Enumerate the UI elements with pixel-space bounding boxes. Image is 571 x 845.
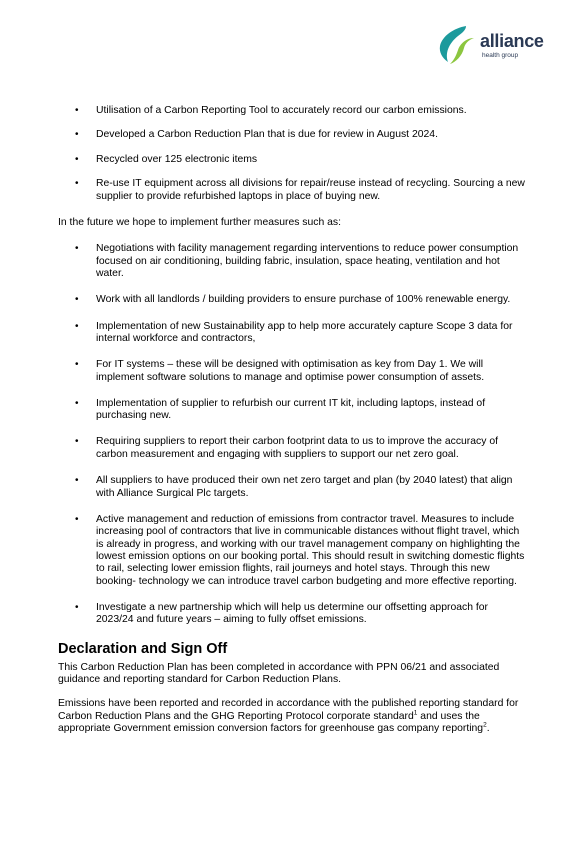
footnote-ref: 2 — [483, 721, 487, 729]
section-heading: Declaration and Sign Off — [58, 640, 228, 657]
list-item: • Implementation of supplier to refurbish our current IT kit, including laptops, instead of purchasing new. — [75, 397, 486, 422]
bullet-icon: • — [75, 320, 79, 332]
bullet-icon: • — [75, 243, 79, 255]
bullet-icon: • — [75, 294, 79, 306]
list-item: • Implementation of new Sustainability app to help more accurately capture Scope 3 data for internal workforce and contractors, — [75, 320, 513, 345]
list-item: • Utilisation of a Carbon Reporting Tool to accurately record our carbon emissions. — [75, 105, 467, 116]
current-measures-list — [58, 105, 528, 203]
declaration-paragraph: This Carbon Reduction Plan has been completed in accordance with PPN 06/21 and associated guidance and reporting standard for Carbon Reduction Plans. — [58, 661, 500, 685]
logo-swoosh-icon — [436, 24, 482, 68]
future-measures-list — [58, 243, 528, 626]
list-item: • Recycled over 125 electronic items — [75, 153, 258, 165]
bullet-icon: • — [75, 513, 79, 525]
bullet-icon: • — [75, 129, 79, 141]
future-intro: In the future we hope to implement further measures such as: — [58, 217, 342, 229]
bullet-icon: • — [75, 359, 79, 371]
document-body — [58, 105, 528, 736]
list-item: • For IT systems – these will be designed with optimisation as key from Day 1. We will implement software solutions to manage and optimise power consumption of assets. — [75, 359, 485, 383]
bullet-icon: • — [75, 436, 79, 448]
list-item: • Negotiations with facility management regarding interventions to reduce power consumption focused on air conditioning, building fabric, insulation, space heating, ventilation and hot water. — [75, 243, 519, 280]
list-item: • Active management and reduction of emissions from contractor travel. Measures to include increasing pool of contractors that live in communicable distances without flight travel, which is already in progress, and working with our travel management company on highlighting the lowest emission options on our booking portal. This should result in switching domestic flights to rail, selecting lower emission flights, rail journeys and hotel stays. Through this new booking- technology we can introduce travel carbon budgeting and more effective reporting. — [75, 513, 525, 587]
list-item: • Investigate a new partnership which will help us determine our offsetting approach for 2023/24 and future years – aiming to fully offset emissions. — [75, 601, 488, 626]
list-item: • Requiring suppliers to report their carbon footprint data to us to improve the accuracy of carbon measurement and engaging with suppliers to support our net zero goal. — [75, 436, 498, 460]
list-item: • Developed a Carbon Reduction Plan that is due for review in August 2024. — [75, 129, 438, 141]
bullet-icon: • — [75, 178, 79, 190]
bullet-icon: • — [75, 475, 79, 487]
emissions-paragraph: Emissions have been reported and recorded in accordance with the published reporting standard for Carbon Reduction Plans and the GHG Reporting Protocol corporate standard$^1$ and uses the appropriate Government emission conversion factors for greenhouse gas company reporting$^2$. — [58, 698, 519, 735]
logo-wordmark: alliance — [480, 31, 544, 51]
company-logo — [436, 24, 554, 68]
list-item: • Re-use IT equipment across all divisions for repair/reuse instead of recycling. Sourcing a new supplier to provide refurbished laptops in place of buying new. — [75, 178, 525, 202]
bullet-icon: • — [75, 105, 79, 116]
bullet-icon: • — [75, 601, 79, 613]
footnote-ref: 1 — [413, 709, 418, 717]
list-item: • All suppliers to have produced their own net zero target and plan (by 2040 latest) that align with Alliance Surgical Plc targets. — [75, 475, 513, 499]
list-item: • Work with all landlords / building providers to ensure purchase of 100% renewable energy. — [75, 294, 511, 306]
logo-subtitle: health group — [482, 52, 519, 59]
bullet-icon: • — [75, 397, 79, 409]
bullet-icon: • — [75, 153, 79, 165]
